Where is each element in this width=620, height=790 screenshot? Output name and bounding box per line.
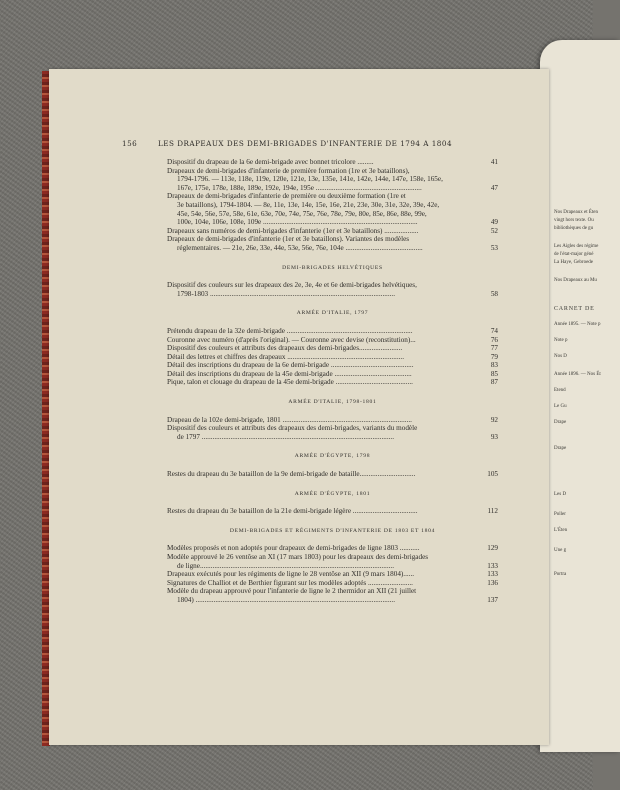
entry-page-number: 47 (490, 183, 498, 192)
entry-line: de ligne............................................................................................................ (177, 561, 395, 570)
entry-line: Restes du drapeau du 3e bataillon de la 21e demi-brigade légère .................................... (167, 507, 418, 516)
entry-page-number: 87 (490, 378, 498, 387)
facing-page-text: vingt hors texte. Ou (554, 218, 594, 223)
entry-page-number: 133 (487, 561, 498, 570)
toc-entry (167, 353, 498, 362)
entry-line: Drapeau de la 102e demi-brigade, 1801 ........................................................................ (167, 415, 412, 424)
toc-entry (167, 416, 498, 425)
toc-entry (167, 235, 498, 252)
entry-line: Drapeaux de demi-brigades d'infanterie de première ou deuxième formation (1re et (167, 192, 406, 201)
entry-line: Prétendu drapeau de la 32e demi-brigade ...................................................................... (167, 326, 413, 335)
page-number: 156 (122, 139, 138, 148)
facing-page-text: Les D (554, 492, 567, 497)
table-of-illustrations (167, 158, 498, 605)
facing-page-text: Note p (554, 338, 568, 343)
toc-entry (167, 361, 498, 370)
facing-page-text: CARNET DE (554, 306, 595, 312)
facing-page-text: Drape (554, 420, 567, 425)
entry-line: 3e bataillons), 1794-1804. — 8e, 11e, 13e, 14e, 15e, 16e, 21e, 23e, 30e, 31e, 32e, 39e, 42e, (177, 200, 440, 209)
facing-page-text: Le Gu (554, 404, 567, 409)
entry-page-number: 112 (487, 507, 498, 516)
entry-line: Drapeaux de demi-brigades d'infanterie (1er et 3e bataillons). Variantes des modèles (167, 235, 410, 244)
entry-page-number: 52 (490, 226, 498, 235)
facing-page-text: Les Aigles des régime (554, 244, 599, 249)
section-heading: DEMI-BRIGADES HELVÉTIQUES (282, 264, 383, 271)
facing-page-text: Nos Drapeaux et Éten (554, 210, 599, 215)
entry-page-number: 79 (490, 352, 498, 361)
entry-text (167, 235, 480, 252)
entry-page-number: 85 (490, 369, 498, 378)
section-heading: ARMÉE D'ITALIE, 1797 (296, 310, 369, 317)
entry-page-number: 76 (490, 335, 498, 344)
entry-page-number: 93 (490, 432, 498, 441)
facing-page-text: Nos D (554, 354, 567, 359)
section-heading: ARMÉE D'ÉGYPTE, 1801 (294, 490, 371, 497)
entry-line: 1798-1803 ....................................................................................................... (177, 289, 396, 298)
entry-line: Restes du drapeau du 3e bataillon de la 9e demi-brigade de bataille............................... (167, 470, 416, 479)
entry-line: Drapeaux exécutés pour les régiments de ligne le 28 ventôse an XII (9 mars 1804)...... (167, 570, 415, 579)
section-heading: ARMÉE D'ITALIE, 1798-1801 (288, 399, 377, 406)
entry-page-number: 137 (487, 595, 498, 604)
entry-line: Drapeaux sans numéros de demi-brigades d'infanterie (1er et 3e bataillons) ................... (167, 226, 419, 235)
facing-page-text: Etend (554, 388, 566, 393)
section-heading: ARMÉE D'ÉGYPTE, 1798 (294, 453, 371, 460)
entry-line: Drapeaux de demi-brigades d'infanterie de première formation (1re et 3e bataillons), (167, 166, 410, 175)
entry-page-number: 83 (490, 361, 498, 370)
entry-text (167, 587, 480, 604)
toc-entry (167, 470, 498, 479)
entry-text (167, 344, 480, 353)
entry-line: Dispositif du drapeau de la 6e demi-brigade avec bonnet tricolore ......... (167, 158, 374, 166)
entry-page-number: 58 (490, 289, 498, 298)
entry-line: 1804) ............................................................................................................... (177, 595, 396, 604)
facing-page-text: Année 1895. — Note p (554, 322, 601, 327)
toc-entry (167, 192, 498, 226)
toc-entry (167, 587, 498, 604)
entry-page-number: 136 (487, 578, 498, 587)
facing-page-text: Portra (554, 572, 567, 577)
entry-text (167, 416, 480, 425)
facing-page-text: La Haye, Gebroede (554, 260, 594, 265)
entry-text (167, 544, 480, 553)
toc-entry (167, 227, 498, 236)
facing-page-text: Année 1896. — Nos Ét (554, 372, 601, 377)
entry-text (167, 507, 480, 516)
entry-line: 1794-1796. — 113e, 118e, 119e, 120e, 121e, 13e, 135e, 141e, 142e, 144e, 147e, 158e, 165e, (177, 175, 443, 184)
entry-text (167, 192, 480, 226)
facing-page-text: de l'état-major géné (554, 252, 594, 257)
toc-entry (167, 327, 498, 336)
entry-text (167, 553, 480, 570)
toc-entry (167, 158, 498, 167)
entry-page-number: 77 (490, 344, 498, 353)
entry-page-number: 129 (487, 544, 498, 553)
toc-entry (167, 507, 498, 516)
entry-line: de 1797 ........................................................................................................... (177, 432, 395, 441)
toc-entry (167, 344, 498, 353)
page-header (122, 139, 484, 148)
entry-line: 167e, 175e, 178e, 188e, 189e, 192e, 194e, 195e ........................................................... (177, 183, 422, 192)
entry-line: Modèle approuvé le 26 ventôse an XI (17 mars 1803) pour les drapeaux des demi-brigades (167, 553, 429, 561)
entry-page-number: 74 (490, 326, 498, 335)
entry-text (167, 370, 480, 379)
entry-line: 45e, 54e, 56e, 57e, 58e, 61e, 63e, 70e, 74e, 75e, 76e, 78e, 79e, 80e, 85e, 86e, 88e, 99e, (177, 209, 427, 218)
facing-page-text: Une g (554, 548, 567, 553)
toc-entry (167, 281, 498, 298)
entry-text (167, 361, 480, 370)
entry-line: Pique, talon et clouage du drapeau de la 45e demi-brigade ........................................... (167, 378, 413, 387)
entry-text (167, 281, 480, 298)
entry-line: Détail des inscriptions du drapeau de la 45e demi-brigade ........................................... (167, 369, 412, 378)
toc-entry (167, 167, 498, 193)
entry-page-number: 53 (490, 243, 498, 252)
facing-page-text: Drape (554, 446, 567, 451)
entry-text (167, 327, 480, 336)
facing-page-text: Poller (554, 512, 566, 517)
entry-text (167, 424, 480, 441)
section-heading: DEMI-BRIGADES ET RÉGIMENTS D'INFANTERIE DE 1803 ET 1804 (229, 527, 436, 534)
entry-text (167, 579, 480, 588)
facing-page-text: Nos Drapeaux au Mu (554, 278, 597, 283)
running-title: LES DRAPEAUX DES DEMI-BRIGADES D'INFANTERIE DE 1794 A 1804 (158, 139, 453, 148)
entry-page-number: 49 (490, 218, 498, 227)
entry-page-number: 105 (487, 470, 498, 479)
entry-line: Détail des inscriptions du drapeau de la 6e demi-brigade .............................................. (167, 361, 414, 370)
toc-entry (167, 370, 498, 379)
entry-line: 100e, 104e, 106e, 108e, 109e ...................................................................................... (177, 218, 418, 227)
entry-text (167, 470, 480, 479)
entry-line: Détail des lettres et chiffres des drapeaux ................................................................. (167, 352, 405, 361)
toc-entry (167, 544, 498, 553)
entry-text (167, 336, 480, 345)
entry-line: Dispositif des couleurs sur les drapeaux des 2e, 3e, 4e et 6e demi-brigades helvétiques, (167, 281, 417, 290)
toc-entry (167, 424, 498, 441)
toc-entry (167, 579, 498, 588)
entry-text (167, 158, 480, 167)
entry-line: Modèles proposés et non adoptés pour drapeaux de demi-brigades de ligne 1803 ........... (167, 544, 420, 553)
entry-text (167, 353, 480, 362)
facing-page-text: bibliothèques de gu (554, 226, 594, 231)
toc-entry (167, 570, 498, 579)
entry-line: réglementaires. — 21e, 26e, 33e, 44e, 53e, 56e, 76e, 104e ........................................... (177, 243, 423, 252)
entry-text (167, 570, 480, 579)
entry-line: Couronne avec numéro (d'après l'original). — Couronne avec devise (reconstitution)... (167, 335, 416, 344)
toc-entry (167, 553, 498, 570)
entry-text (167, 378, 480, 387)
entry-page-number: 41 (490, 158, 498, 166)
entry-line: Dispositif des couleurs et attributs des drapeaux des demi-brigades, variants du modèle (167, 424, 418, 433)
entry-line: Dispositif des couleurs et attributs des drapeaux des demi-brigades........................ (167, 344, 403, 353)
entry-page-number: 133 (487, 570, 498, 579)
toc-entry (167, 336, 498, 345)
toc-entry (167, 378, 498, 387)
entry-text (167, 227, 480, 236)
entry-page-number: 92 (490, 415, 498, 424)
entry-line: Signatures de Challiot et de Berthier figurant sur les modèles adoptés ......................... (167, 578, 413, 587)
entry-line: Modèle du drapeau approuvé pour l'infanterie de ligne le 2 thermidor an XII (21 juillet (167, 587, 417, 596)
entry-text (167, 167, 480, 193)
facing-page (540, 40, 620, 752)
facing-page-text: L'Éten (554, 528, 568, 533)
